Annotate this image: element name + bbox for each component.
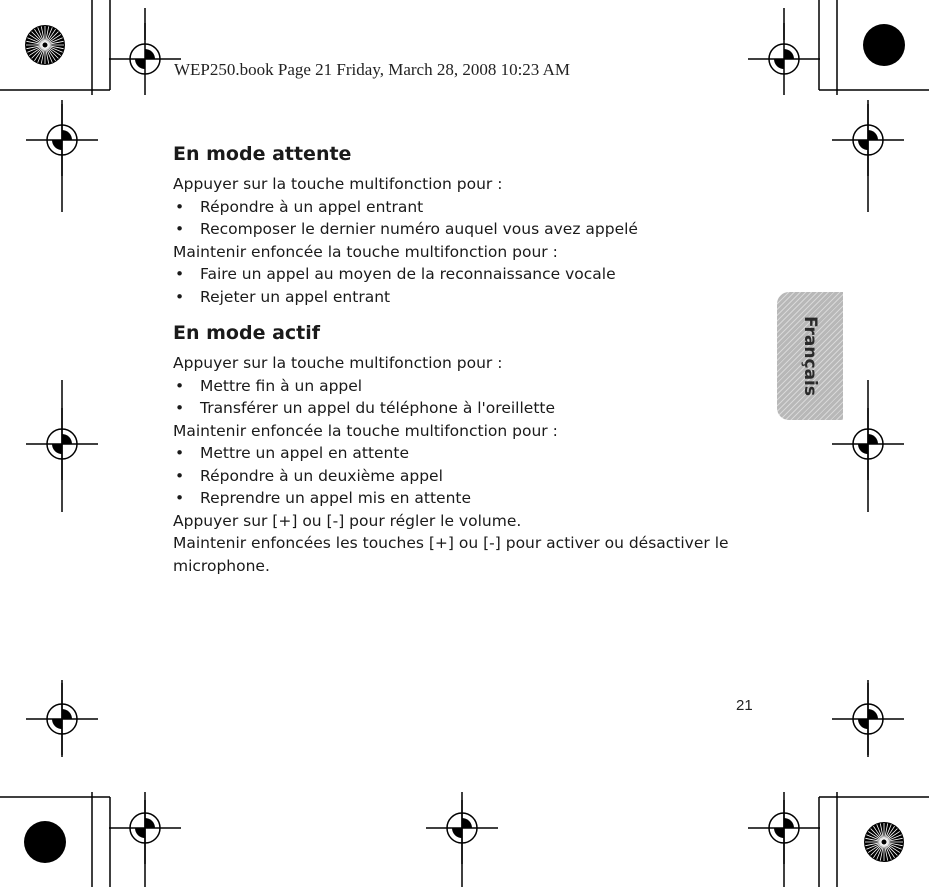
list-item: • Transférer un appel du téléphone à l'oreillette [173, 397, 733, 420]
bullet-list [173, 196, 733, 241]
instruction-text: Appuyer sur la touche multifonction pour : [173, 175, 503, 193]
list-item: • Mettre fin à un appel [173, 375, 733, 398]
list-item: • Reprendre un appel mis en attente [173, 487, 733, 510]
print-header: WEP250.book Page 21 Friday, March 28, 2008 10:23 AM [174, 60, 571, 79]
list-item: • Mettre un appel en attente [173, 442, 733, 465]
bullet-list [173, 263, 733, 308]
section-heading-active: En mode actif [173, 322, 321, 344]
list-item: • Faire un appel au moyen de la reconnaissance vocale [173, 263, 733, 286]
page-content [173, 141, 733, 577]
section-heading-standby: En mode attente [173, 143, 352, 165]
list-item: • Recomposer le dernier numéro auquel vous avez appelé [173, 218, 733, 241]
bullet-list [173, 375, 733, 420]
bullet-list [173, 442, 733, 510]
language-tab-label: Français [800, 316, 820, 396]
microphone-instruction: Maintenir enfoncées les touches [+] ou [-] pour activer ou désactiver le microphone. [173, 534, 729, 575]
instruction-text: Maintenir enfoncée la touche multifonction pour : [173, 421, 558, 440]
volume-instruction: Appuyer sur [+] ou [-] pour régler le volume. [173, 511, 522, 530]
list-item: • Répondre à un deuxième appel [173, 465, 733, 488]
instruction-text: Maintenir enfoncée la touche multifonction pour : [173, 242, 558, 261]
list-item: • Répondre à un appel entrant [173, 196, 733, 219]
page-number: 21 [736, 697, 753, 714]
list-item: • Rejeter un appel entrant [173, 286, 733, 309]
instruction-text: Appuyer sur la touche multifonction pour : [173, 354, 503, 372]
